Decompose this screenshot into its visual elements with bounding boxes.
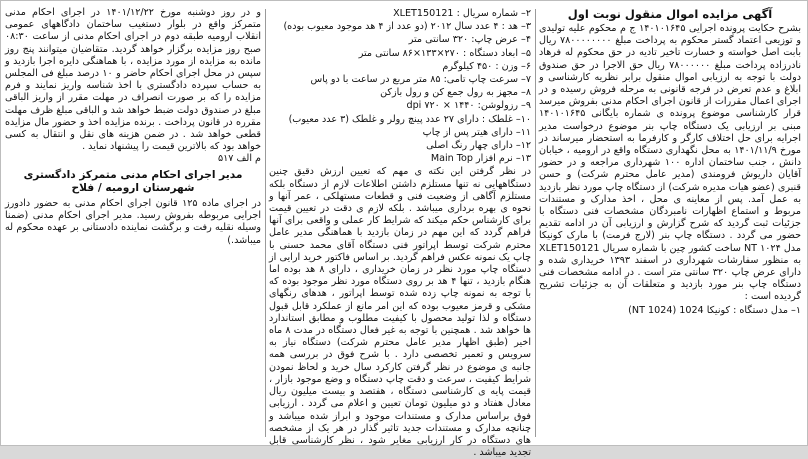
notice-code: م الف ۵۱۷ [217, 153, 261, 165]
spec-weight: ۶– وزن : ۴۵۰ کیلوگرم [442, 60, 531, 72]
notice-title: آگهی مزایده اموال منقول نوبت اول [567, 7, 773, 21]
notice-intro: بشرح حکایت پرونده اجرایی ۱۴۰۱۰۱۶۴۵ ج م محکوم علیه تولیدی و توزیعی اعتماد گستر محکوم به پرداخت مبلغ ۷۸۰۰۰۰۰۰۰۰ ریال بابت اصل خواسته و خسارت تاخیر تادیه در حق محکوم له فرهاد نادرزاده پرداخت مبلغ ۷۸۰۰۰۰۰۰ ریال حق الاجرا در حق صندوق دولت با توجه به ارزیابی اموال منقول برابر نظریه کارشناسی و ابلاغ و عدم تعرض در فرجه قانونی به مرحله فروش رسیده و در اجرای اعمال مقررات از قانون اجرای احکام مدنی بفروش میرسد قرار کارشناسی موضوع پرونده ی شماره بایگانی ۱۴۰۱۰۱۶۴۵ مبنی بر ارزیابی یک دستگاه چاپ بنر موضوع درخواست مدیر اجرایه برای حل اختلاف کارگر و کارفرما به استحضار میرساند در مورخ ۱۴۰۱/۱۱/۹ به محل نگهداری دستگاه واقع در ارومیه ، خیابان دانش ، جنب ساختمان اداره ۱۰۰ شهرداری مراجعه و در حضور آقایان داریوش فرومندی (مدیر عامل محترم شرکت) و حسن قنبری (عضو هیات مدیره شرکت) از دستگاه چاپ مورد نظر بازدید به عمل آمد. پس از معاینه ی محل ، اخذ مدارک و مستندات مربوط و استماع اظهارات نامبردگان مشخصات فنی دستگاه با جزئیات ثبت گردید که شرح گزارش و ارزیابی آن در ادامه تقدیم حضور می گردد . دستگاه چاپ بنر (لارج فرمت) با مارک کونیکا مدل NT ۱۰۲۴ ساخت کشور چین با شماره سریال XLET150121 به منظور سفارشات شهرداری در اسفند ۱۳۹۳ خریداری شده و دارای عرض چاپ ۳۲۰ سانتی متر است . در ادامه مشخصات فنی دستگاه چاپ بنر مورد بازدید و متعلقات آن به جزئیات تشریح گردیده است : [539, 23, 802, 303]
spec-colors: ۱۲– دارای چهار رنگ اصلی [426, 140, 531, 152]
spec-roller: ۸– مجهز به رول جمع کن و رول بازکن [380, 87, 531, 99]
spec-pinch-rollers: ۱۰– غلطک : دارای ۲۷ عدد پینچ رولر و غلطک (۳ عدد معیوب) [288, 113, 531, 125]
column-divider [265, 9, 266, 437]
spec-dimensions: ۵– ابعاد دستگاه : ۲۷۰×۱۳۳×۸۶ سانتی متر [358, 47, 531, 59]
column-right [539, 7, 801, 439]
spec-speed: ۷– سرعت چاپ تامی: ۸۵ متر مربع در ساعت با دو پاس [310, 74, 531, 86]
spec-software: ۱۳– نرم افزار Main Top [430, 153, 531, 165]
column-middle [269, 7, 531, 459]
spec-serial: ۲– شماره سریال : XLET150121 [393, 8, 531, 19]
spec-model: ۱– مدل دستگاه : کونیکا 1024 (NT 1024) [628, 304, 801, 316]
spec-resolution: ۹– رزولوشن: dpi ۷۲۰ × ۱۴۴۰ [406, 100, 531, 112]
closing-text: در اجرای ماده ۱۲۵ قانون اجرای احکام مدنی به حضور دادورز اجرایی مربوطه بفروش رسید. مدیر اجرای احکام مدنی (ضمنا وسیله نقلیه رفت و برگشت نماینده دادستانی بر عهده محکوم له میباشد.) [5, 198, 262, 246]
assessment-text: در نظر گرفتن این نکته ی مهم که تعیین ارزش دقیق چنین دستگاههایی نه تنها مستلزم داشتن اطلاعات لازم از دستگاه بلکه مستلزم آگاهی از وضعیت فنی و قطعات مستهلکی ، عمر آنها و نحوه ی بهره برداری میباشد . بلکه لازم ی دقت در تعیین قیمت برای کارشناس حکم میکند که شرایط کار عملی و واقعی برای آنها فراهم گردد که این مهم در زمان بازدید با هماهنگی مدیر عامل محترم شرکت توسط اپراتور فنی دستگاه آقای محمد حسنی با چاپ یک نمونه عکس فراهم گردید. بر اساس فاکتور خرید ارایی از دستگاه چاپ مورد نظر در زمان خریداری ، دارای ۸ هد بوده اما هنگام بازدید ، تنها ۴ هد بر روی دستگاه مورد نظر موجود بوده که با توجه به نمونه چاپ زده شده توسط اپراتور ، هدهای رنگهای مشکی و قرمز معیوب بوده که این امر مانع از عملکرد قابل قبول دستگاه و لذا تولید محصول با کیفیت مطلوب و مطابق استاندارد ها خواهد شد . همچنین با توجه به غیر فعال دستگاه در مدت ۸ ماه اخیر (طبق اظهار مدیر عامل محترم شرکت) دستگاه نیاز به سرویس و تعمیر تخصصی دارد . با شرح فوق در بررسی همه جانبه ی موضوع در نظر گرفتن کارکرد سال خرید و لحاظ نمودن شرایط کیفیت ، سرعت و دقت چاپ دستگاه و وضع موجود بازار ، قیمت پایه ی کارشناسی دستگاه ، هفتصد و بیست میلیون ریال معادل هفتاد و دو میلیون تومان تعیین و اعلام می گردد . ارزیابی فوق براساس مدارک و مستندات موجود و ابراز شده میباشد و چنانچه مدارک و مستندات جدید تاثیر گذار در هر یک از مشخصه های دستگاه در کار ارزیابی مغایر شود ، نظر کارشناسی قابل تجدید میباشد . [269, 166, 531, 459]
column-left [5, 7, 261, 439]
office-signature: مدیر اجرای احکام مدنی متمرکز دادگستری شهرستان ارومیه / فلاح [23, 168, 243, 194]
spec-print-width: ۴– عرض چاپ: ۳۲۰ سانتی متر [408, 34, 531, 46]
spec-heads: ۳– هد : ۴ عدد سال ۲۰۱۲ (دو عدد از ۴ هد موجود معیوب بوده) [283, 21, 531, 33]
spec-heater: ۱۱– دارای هیتر پس از چاپ [422, 126, 531, 138]
auction-call-text: و در روز دوشنبه مورخ ۱۴۰۱/۱۲/۲۲ در اجرای احکام مدنی متمرکز واقع در بلوار دستغیب ساختمان دادگاههای عمومی انقلاب ارومیه طبقه دوم در اجرای احکام مدنی از ساعت ۰۸:۳۰ صبح روز مزایده برگزار خواهد گردید. متقاضیان میتوانند پنج روز مانده به مزایده از مورد مزایده ، با هماهنگی دایره اجرا بازدید و سپس در محل اجرای احکام حاضر و ۱۰ درصد مبلغ فی المجلس به حساب سپرده دادگستری با اخذ شناسه واریز نمایند و فرم مزایده را که بر صورت انصراف در مهلت مقرر از واریز الباقی مبلغ در صندوق دولت ضبط خواهد شد و الباقی مبلغ ظرف مهلت مقرره در قانون پرداخت . برنده مزایده اخذ و حضور مال مزایده قطعی خواهد شد . در ضمن هزینه های نقل و انتقال به کسی خواهد بود که بالاترین قیمت را پیشنهاد نماید . [5, 7, 262, 153]
column-divider [535, 9, 536, 437]
